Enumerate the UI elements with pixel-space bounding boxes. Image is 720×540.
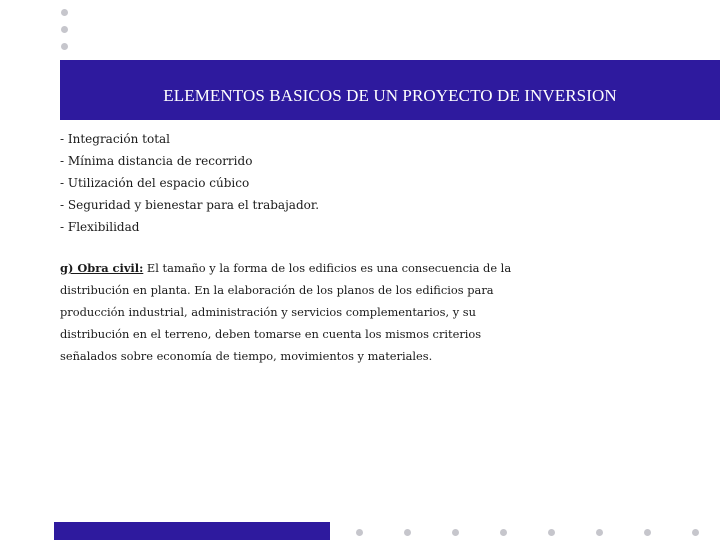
decorative-dot [404,529,411,536]
footer-accent-bar [54,522,330,540]
criteria-list [60,128,480,238]
paragraph-line: producción industrial, administración y servicios complementarios, y su [60,305,476,319]
list-item: - Mínima distancia de recorrido [60,154,253,168]
decorative-dot [596,529,603,536]
decorative-dot [452,529,459,536]
section-label: g) Obra civil: [60,261,144,275]
title-banner [60,60,720,120]
decorative-dot [548,529,555,536]
paragraph-text: El tamaño y la forma de los edificios es una consecuencia de la [143,261,512,275]
page-title: ELEMENTOS BASICOS DE UN PROYECTO DE INVERSION [163,86,617,105]
paragraph-line [60,257,512,279]
paragraph-line: distribución en planta. En la elaboración de los planos de los edificios para [60,283,494,297]
decorative-dot [61,26,68,33]
decorative-dot [644,529,651,536]
paragraph-line: distribución en el terreno, deben tomarse en cuenta los mismos criterios [60,327,482,341]
decorative-dot [61,43,68,50]
decorative-dot [500,529,507,536]
decorative-dot [61,9,68,16]
list-item: - Utilización del espacio cúbico [60,176,250,190]
list-item: - Flexibilidad [60,220,140,234]
list-item: - Seguridad y bienestar para el trabajador. [60,198,320,212]
obra-civil-paragraph [60,257,512,367]
decorative-dot [692,529,699,536]
decorative-dot [356,529,363,536]
paragraph-line: señalados sobre economía de tiempo, movimientos y materiales. [60,349,433,363]
list-item: - Integración total [60,132,171,146]
